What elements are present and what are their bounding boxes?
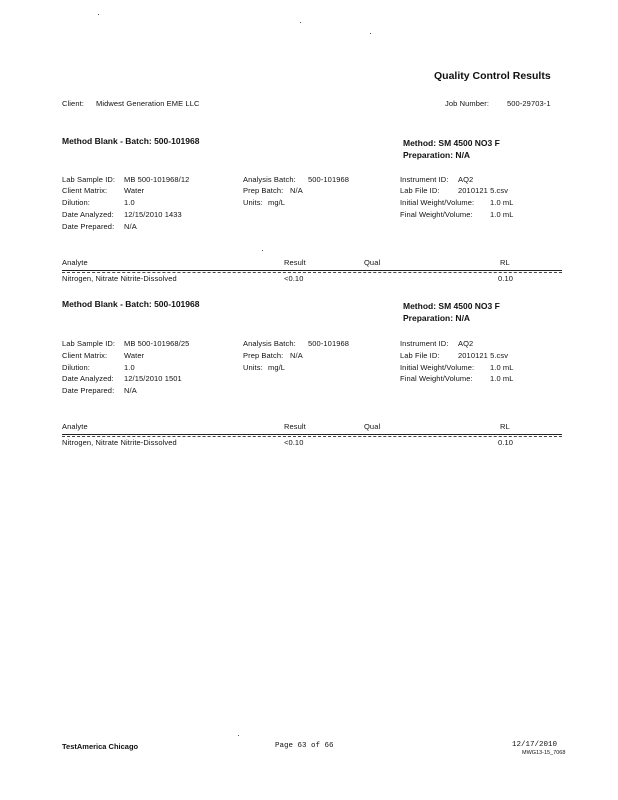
table-header-rule-dashed <box>62 436 562 437</box>
date-analyzed-value: 12/15/2010 1501 <box>124 374 182 383</box>
lab-sample-id-value: MB 500-101968/12 <box>124 175 190 184</box>
units-label: Units: <box>243 363 263 372</box>
page-title: Quality Control Results <box>434 70 551 82</box>
dilution-value: 1.0 <box>124 198 135 207</box>
date-prepared-label: Date Prepared: <box>62 222 115 231</box>
date-prepared-label: Date Prepared: <box>62 386 115 395</box>
lab-sample-id-value: MB 500-101968/25 <box>124 339 190 348</box>
method-name: Method: SM 4500 NO3 F <box>403 138 500 148</box>
units-value: mg/L <box>268 363 286 372</box>
method-name: Method: SM 4500 NO3 F <box>403 301 500 311</box>
lab-file-id-value: 2010121 5.csv <box>458 186 509 195</box>
client-matrix-value: Water <box>124 186 145 195</box>
instrument-id-value: AQ2 <box>458 339 474 348</box>
instrument-id-label: Instrument ID: <box>400 175 449 184</box>
instrument-id-value: AQ2 <box>458 175 474 184</box>
result-cell: <0.10 <box>284 274 304 283</box>
instrument-id-label: Instrument ID: <box>400 339 449 348</box>
date-analyzed-label: Date Analyzed: <box>62 374 114 383</box>
dilution-label: Dilution: <box>62 198 90 207</box>
analyte-column-header: Analyte <box>62 258 88 267</box>
date-prepared-value: N/A <box>124 222 137 231</box>
scan-speck <box>238 735 239 736</box>
final-volume-value: 1.0 mL <box>490 374 514 383</box>
table-header-rule <box>62 434 562 435</box>
prep-batch-value: N/A <box>290 351 303 360</box>
initial-volume-value: 1.0 mL <box>490 198 514 207</box>
units-value: mg/L <box>268 198 286 207</box>
table-header-rule-dashed <box>62 272 562 273</box>
date-prepared-value: N/A <box>124 386 137 395</box>
client-matrix-label: Client Matrix: <box>62 351 108 360</box>
dilution-label: Dilution: <box>62 363 90 372</box>
result-column-header: Result <box>284 422 306 431</box>
initial-volume-label: Initial Weight/Volume: <box>400 198 475 207</box>
rl-cell: 0.10 <box>498 438 513 447</box>
client-label: Client: <box>62 99 84 108</box>
section-heading: Method Blank - Batch: 500-101968 <box>62 299 200 309</box>
analysis-batch-label: Analysis Batch: <box>243 339 296 348</box>
result-column-header: Result <box>284 258 306 267</box>
analyte-cell: Nitrogen, Nitrate Nitrite-Dissolved <box>62 438 177 447</box>
analyte-column-header: Analyte <box>62 422 88 431</box>
footer-date: 12/17/2010 <box>512 741 558 749</box>
prep-batch-label: Prep Batch: <box>243 186 284 195</box>
units-label: Units: <box>243 198 263 207</box>
lab-file-id-label: Lab File ID: <box>400 186 440 195</box>
analyte-cell: Nitrogen, Nitrate Nitrite-Dissolved <box>62 274 177 283</box>
qual-column-header: Qual <box>364 258 381 267</box>
preparation: Preparation: N/A <box>403 150 471 160</box>
rl-column-header: RL <box>500 422 510 431</box>
section-heading: Method Blank - Batch: 500-101968 <box>62 136 200 146</box>
lab-file-id-value: 2010121 5.csv <box>458 351 509 360</box>
date-analyzed-label: Date Analyzed: <box>62 210 114 219</box>
prep-batch-label: Prep Batch: <box>243 351 284 360</box>
rl-cell: 0.10 <box>498 274 513 283</box>
lab-sample-id-label: Lab Sample ID: <box>62 339 116 348</box>
final-volume-label: Final Weight/Volume: <box>400 374 473 383</box>
preparation: Preparation: N/A <box>403 313 471 323</box>
table-header-rule <box>62 270 562 271</box>
dilution-value: 1.0 <box>124 363 135 372</box>
footer-doc-code: MWG13-15_7068 <box>522 750 566 756</box>
analysis-batch-label: Analysis Batch: <box>243 175 296 184</box>
final-volume-label: Final Weight/Volume: <box>400 210 473 219</box>
footer-page-number: Page 63 of 66 <box>275 742 334 750</box>
initial-volume-label: Initial Weight/Volume: <box>400 363 475 372</box>
scan-speck <box>98 14 99 15</box>
final-volume-value: 1.0 mL <box>490 210 514 219</box>
client-matrix-label: Client Matrix: <box>62 186 108 195</box>
footer-lab-name: TestAmerica Chicago <box>62 742 139 751</box>
job-number-value: 500-29703-1 <box>507 99 551 108</box>
client-matrix-value: Water <box>124 351 145 360</box>
rl-column-header: RL <box>500 258 510 267</box>
lab-file-id-label: Lab File ID: <box>400 351 440 360</box>
result-cell: <0.10 <box>284 438 304 447</box>
analysis-batch-value: 500-101968 <box>308 339 350 348</box>
lab-sample-id-label: Lab Sample ID: <box>62 175 116 184</box>
analysis-batch-value: 500-101968 <box>308 175 350 184</box>
initial-volume-value: 1.0 mL <box>490 363 514 372</box>
date-analyzed-value: 12/15/2010 1433 <box>124 210 182 219</box>
scan-speck <box>262 250 263 251</box>
scan-speck <box>300 22 301 23</box>
scan-speck <box>370 33 371 34</box>
job-number-label: Job Number: <box>445 99 490 108</box>
prep-batch-value: N/A <box>290 186 303 195</box>
client-value: Midwest Generation EME LLC <box>96 99 200 108</box>
qual-column-header: Qual <box>364 422 381 431</box>
